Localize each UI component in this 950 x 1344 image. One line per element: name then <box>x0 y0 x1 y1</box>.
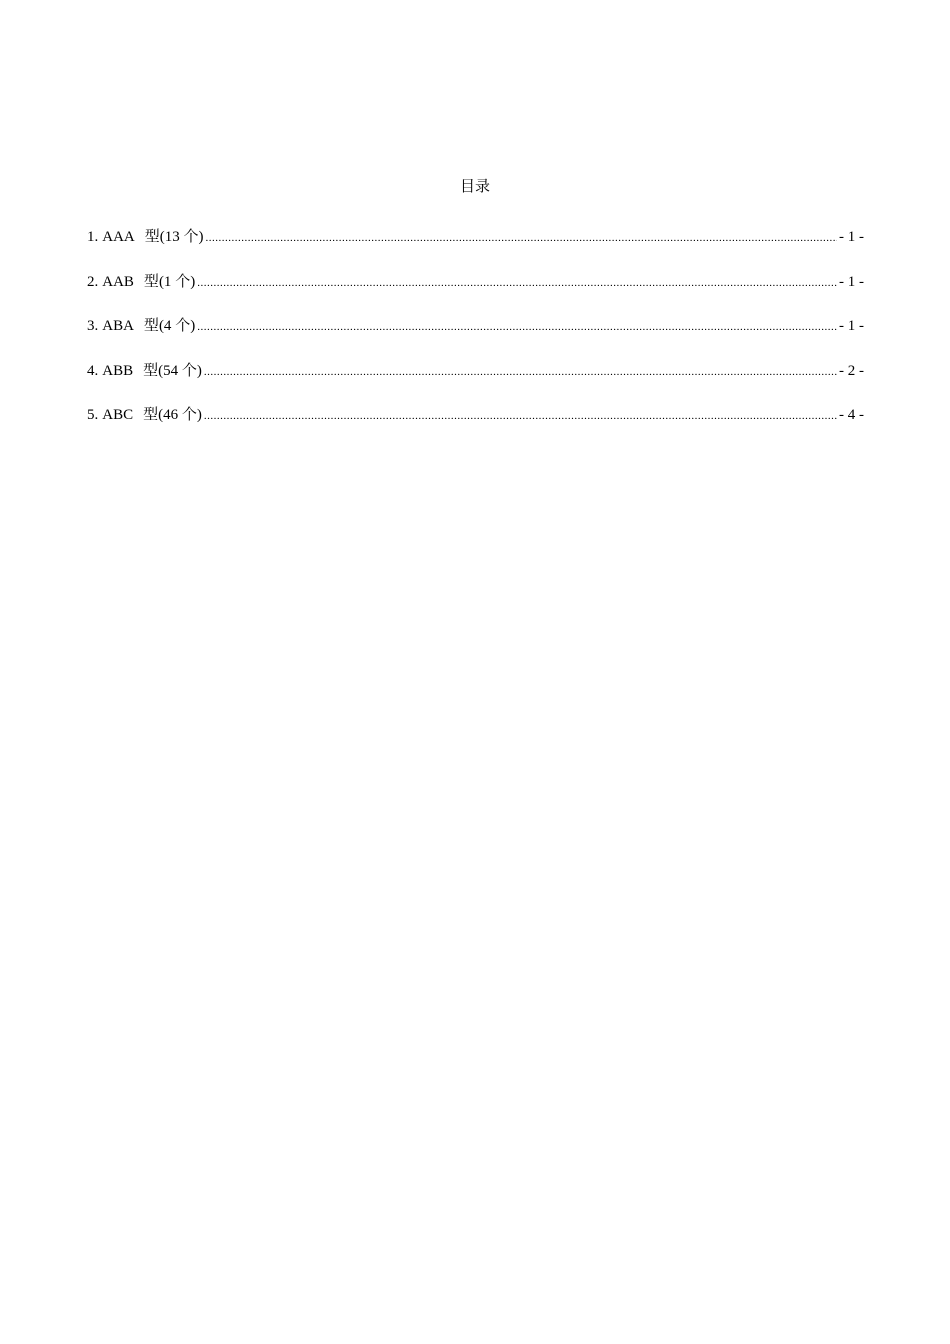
toc-entry-count-close: ) <box>190 273 196 290</box>
toc-entry-code: AAB <box>102 273 134 290</box>
toc-entry-code: AAA <box>102 229 135 245</box>
toc-entry-count: (46 <box>158 407 179 423</box>
toc-entry[interactable] <box>87 315 864 360</box>
dot-leader <box>204 405 837 426</box>
toc-title: 目录 <box>459 177 490 195</box>
toc-entry-count-close: ) <box>198 229 204 245</box>
toc-entry-count: (4 <box>158 318 172 334</box>
toc-entry-page: - 1 - <box>839 229 864 245</box>
toc-entry-code: ABB <box>102 362 134 379</box>
toc-entry-page: - 1 - <box>839 273 864 290</box>
dot-leader <box>204 361 837 382</box>
toc-entry[interactable] <box>87 404 864 449</box>
toc-entry-page: - 4 - <box>839 407 864 423</box>
toc-entry-page: - 1 - <box>839 318 864 334</box>
toc-entry-type: 型 <box>143 360 159 379</box>
toc-entry-code: ABA <box>102 318 134 334</box>
toc-entry[interactable] <box>87 271 864 316</box>
toc-entry-count: (1 <box>158 273 172 290</box>
toc-entry-number: 1. <box>87 229 99 245</box>
toc-entry-type: 型 <box>143 316 159 334</box>
toc-entry-type: 型 <box>144 227 160 245</box>
toc-entry-page: - 2 - <box>839 362 864 379</box>
toc-entry-unit: 个 <box>175 316 191 334</box>
toc-entry-type: 型 <box>143 405 159 423</box>
toc-entry-number: 5. <box>87 407 99 423</box>
toc-entry-unit: 个 <box>181 405 197 423</box>
toc-entry-unit: 个 <box>181 360 197 379</box>
toc-list <box>87 226 864 449</box>
toc-entry-type: 型 <box>143 271 159 290</box>
toc-entry-number: 2. <box>87 273 99 290</box>
toc-entry-count: (54 <box>158 362 179 379</box>
toc-entry-code: ABC <box>102 407 134 423</box>
dot-leader <box>197 272 837 293</box>
toc-entry-count-close: ) <box>196 362 202 379</box>
toc-entry[interactable] <box>87 360 864 405</box>
toc-entry-unit: 个 <box>175 271 191 290</box>
toc-entry[interactable] <box>87 226 864 271</box>
toc-entry-unit: 个 <box>183 227 199 245</box>
toc-entry-count: (13 <box>159 229 180 245</box>
toc-entry-count-close: ) <box>196 407 202 423</box>
dot-leader <box>206 227 837 248</box>
toc-entry-number: 4. <box>87 362 99 379</box>
toc-entry-count-close: ) <box>190 318 196 334</box>
dot-leader <box>197 316 837 337</box>
toc-entry-number: 3. <box>87 318 99 334</box>
